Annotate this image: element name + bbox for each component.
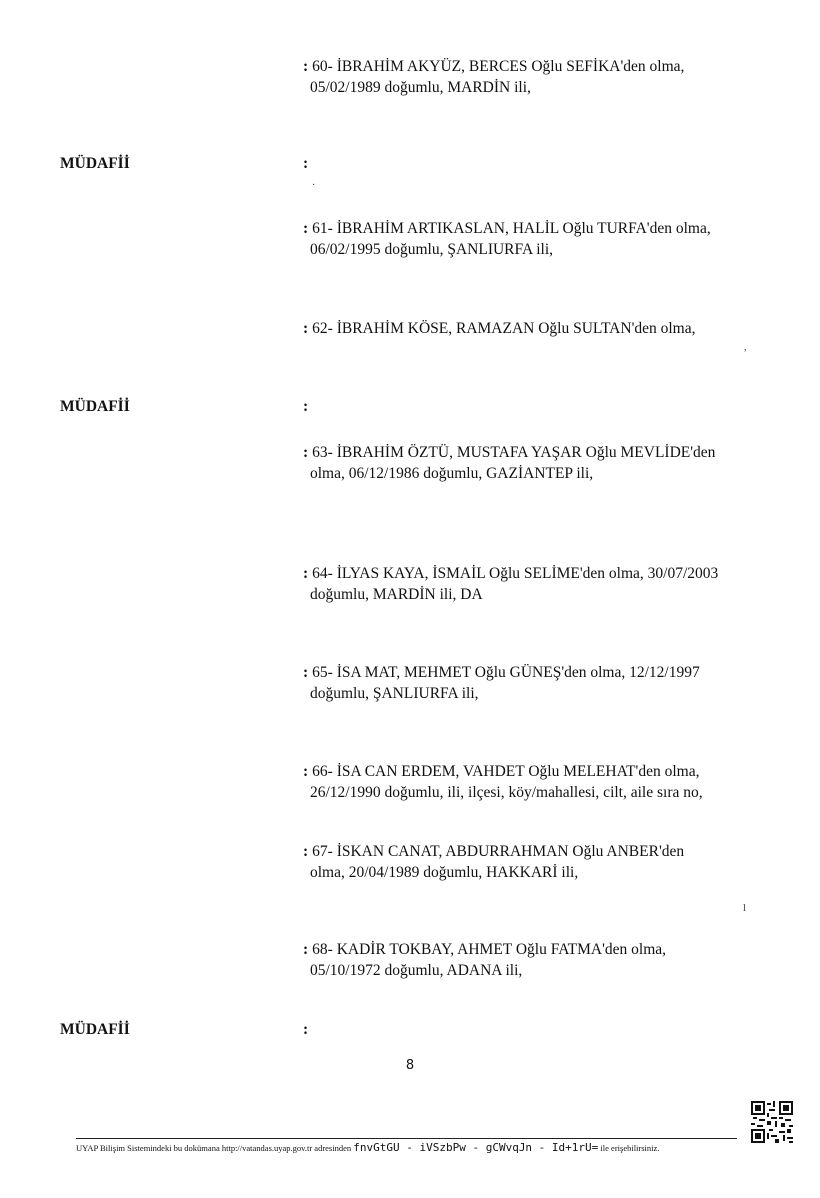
entry-66: : 66- İSA CAN ERDEM, VAHDET Oğlu MELEHAT'den olma, 26/12/1990 doğumlu, ili, ilçesi, köy/mahallesi, cilt, aile sıra no, xyxy=(303,763,703,801)
entry-63: : 63- İBRAHİM ÖZTÜ, MUSTAFA YAŞAR Oğlu MEVLİDE'den olma, 06/12/1986 doğumlu, GAZİANTEP ili, xyxy=(303,444,716,482)
entry-line-2: olma, 06/12/1986 doğumlu, GAZİANTEP ili, xyxy=(310,465,594,482)
entry-line-1: 68- KADİR TOKBAY, AHMET Oğlu FATMA'den olma, xyxy=(312,941,667,958)
footer-divider xyxy=(76,1138,737,1139)
entry-68: : 68- KADİR TOKBAY, AHMET Oğlu FATMA'den olma, 05/10/1972 doğumlu, ADANA ili, xyxy=(303,941,667,979)
entry-line-1: 60- İBRAHİM AKYÜZ, BERCES Oğlu SEFİKA'den olma, xyxy=(312,58,685,75)
entry-line-2: 06/02/1995 doğumlu, ŞANLIURFA ili, xyxy=(310,241,553,258)
entry-line-1: 67- İSKAN CANAT, ABDURRAHMAN Oğlu ANBER'den xyxy=(312,843,685,860)
mudafii-label: MÜDAFİİ xyxy=(60,155,130,172)
entry-line-2: 05/02/1989 doğumlu, MARDİN ili, xyxy=(310,79,531,96)
entry-line-1: 66- İSA CAN ERDEM, VAHDET Oğlu MELEHAT'den olma, xyxy=(312,763,700,780)
entry-64: : 64- İLYAS KAYA, İSMAİL Oğlu SELİME'den olma, 30/07/2003 doğumlu, MARDİN ili, DA xyxy=(303,565,719,603)
qr-code-icon xyxy=(751,1101,793,1143)
entry-line-1: 63- İBRAHİM ÖZTÜ, MUSTAFA YAŞAR Oğlu MEVLİDE'den xyxy=(312,444,716,461)
mudafii-colon: : xyxy=(303,155,309,172)
page-number: 8 xyxy=(405,1058,415,1073)
entry-65: : 65- İSA MAT, MEHMET Oğlu GÜNEŞ'den olma, 12/12/1997 doğumlu, ŞANLIURFA ili, xyxy=(303,664,700,702)
mudafii-label: MÜDAFİİ xyxy=(60,398,130,415)
entry-line-1: 64- İLYAS KAYA, İSMAİL Oğlu SELİME'den olma, 30/07/2003 xyxy=(312,565,719,582)
entry-line-2: doğumlu, ŞANLIURFA ili, xyxy=(310,685,479,702)
entry-62: : 62- İBRAHİM KÖSE, RAMAZAN Oğlu SULTAN'den olma, xyxy=(303,320,696,337)
footer-text-before: UYAP Bilişim Sistemindeki bu dokümana http://vatandas.uyap.gov.tr adresinden xyxy=(76,1143,352,1153)
entry-line-1: 62- İBRAHİM KÖSE, RAMAZAN Oğlu SULTAN'den olma, xyxy=(312,320,696,337)
footer-text-after: ile erişebilirsiniz. xyxy=(600,1143,660,1153)
mudafii-colon: : xyxy=(303,398,309,415)
stray-mark: · xyxy=(312,180,316,191)
footer xyxy=(76,1141,659,1154)
entry-line-2: 05/10/1972 doğumlu, ADANA ili, xyxy=(310,962,523,979)
entry-61: : 61- İBRAHİM ARTIKASLAN, HALİL Oğlu TURFA'den olma, 06/02/1995 doğumlu, ŞANLIURFA ili, xyxy=(303,220,711,258)
footer-verification-code: fnvGtGU - iVSzbPw - gCWvqJn - Id+1rU= xyxy=(353,1141,599,1154)
mudafii-label: MÜDAFİİ xyxy=(60,1021,130,1038)
entry-line-2: doğumlu, MARDİN ili, DA xyxy=(310,586,483,603)
entry-line-2: olma, 20/04/1989 doğumlu, HAKKARİ ili, xyxy=(310,864,579,881)
entry-67: : 67- İSKAN CANAT, ABDURRAHMAN Oğlu ANBER'den olma, 20/04/1989 doğumlu, HAKKARİ ili, xyxy=(303,843,685,881)
entry-60: : 60- İBRAHİM AKYÜZ, BERCES Oğlu SEFİKA'den olma, 05/02/1989 doğumlu, MARDİN ili, xyxy=(303,58,685,96)
entry-line-1: 65- İSA MAT, MEHMET Oğlu GÜNEŞ'den olma, 12/12/1997 xyxy=(312,664,700,681)
entry-line-2: 26/12/1990 doğumlu, ili, ilçesi, köy/mahallesi, cilt, aile sıra no, xyxy=(310,784,703,801)
stray-mark: , xyxy=(744,342,747,353)
entry-line-1: 61- İBRAHİM ARTIKASLAN, HALİL Oğlu TURFA'den olma, xyxy=(312,220,711,237)
stray-mark: l xyxy=(743,903,746,914)
mudafii-colon: : xyxy=(303,1021,309,1038)
